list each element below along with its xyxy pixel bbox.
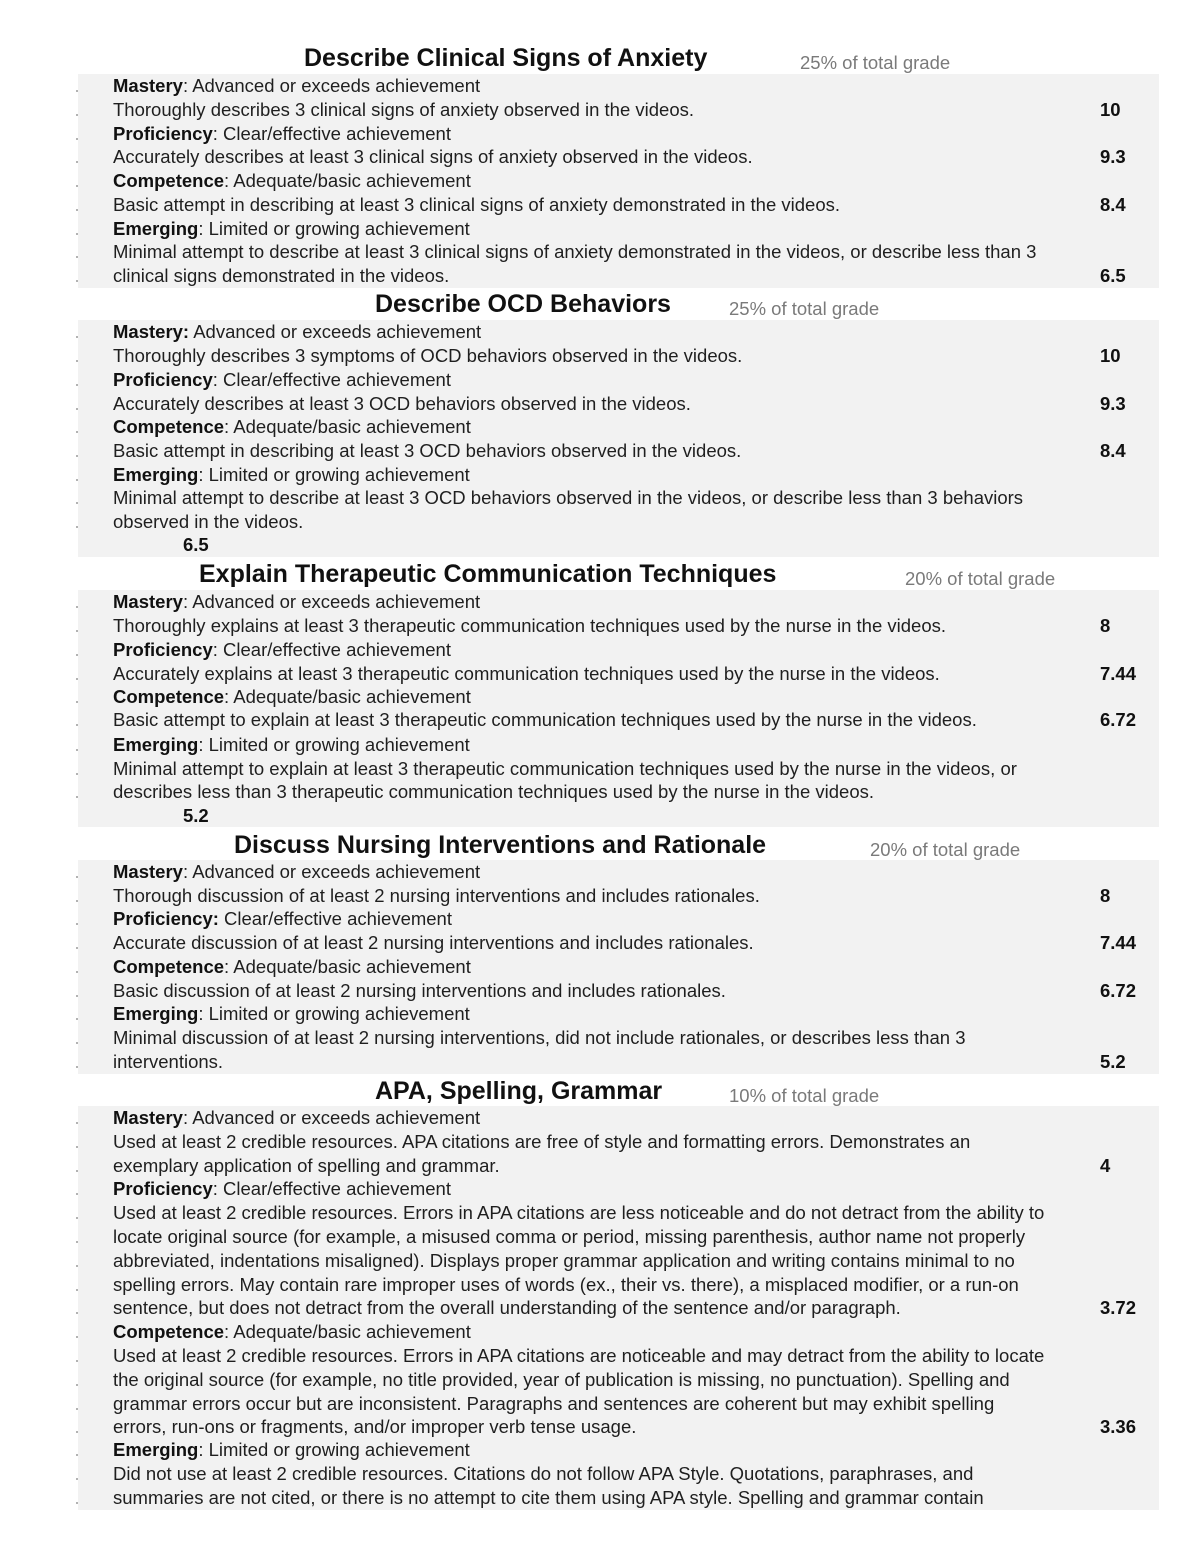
level-points: 7.44 bbox=[1100, 663, 1137, 684]
level-emerging-label bbox=[113, 1002, 470, 1026]
row-marker bbox=[76, 138, 78, 140]
level-criteria-text: Used at least 2 credible resources. APA citations are free of style and formatting errors. Demonstrates an bbox=[113, 1131, 971, 1152]
level-description: : Limited or growing achievement bbox=[198, 464, 470, 485]
level-description: : Adequate/basic achievement bbox=[224, 956, 471, 977]
level-criteria-text: the original source (for example, no title provided, year of publication is missing, no punctuation). Spelling and bbox=[113, 1369, 1010, 1390]
row-marker bbox=[76, 526, 78, 528]
row-marker bbox=[76, 1066, 78, 1068]
criterion-weight: 25% of total grade bbox=[800, 52, 951, 73]
row-marker bbox=[76, 900, 78, 902]
level-emerging-label bbox=[113, 1438, 470, 1462]
level-criteria-text: summaries are not cited, or there is no attempt to cite them using APA style. Spelling and grammar contain bbox=[113, 1487, 984, 1508]
level-name: Proficiency bbox=[113, 639, 213, 660]
level-name: Mastery bbox=[113, 1107, 183, 1128]
criterion-header bbox=[78, 290, 1159, 320]
level-mastery-label bbox=[113, 590, 480, 614]
row-marker bbox=[76, 502, 78, 504]
level-name: Competence bbox=[113, 416, 225, 437]
criterion-title: Discuss Nursing Interventions and Rationale bbox=[234, 831, 767, 859]
level-description: : Adequate/basic achievement bbox=[224, 1321, 471, 1342]
level-points: 5.2 bbox=[183, 805, 209, 826]
level-criteria-text: Accurately describes at least 3 OCD behaviors observed in the videos. bbox=[113, 393, 691, 414]
level-points: 8.4 bbox=[1100, 194, 1126, 215]
row-marker bbox=[76, 280, 78, 282]
level-description: : Limited or growing achievement bbox=[198, 218, 470, 239]
row-marker bbox=[76, 1431, 78, 1433]
level-competence-label bbox=[113, 685, 471, 709]
row-marker bbox=[76, 161, 78, 163]
level-mastery-label bbox=[113, 1106, 480, 1130]
level-description: : Adequate/basic achievement bbox=[224, 416, 471, 437]
level-criteria-text: Basic attempt to explain at least 3 therapeutic communication techniques used by the nurse in the videos. bbox=[113, 709, 977, 730]
level-name: Competence bbox=[113, 1321, 225, 1342]
row-marker bbox=[76, 256, 78, 258]
level-description: : Advanced or exceeds achievement bbox=[182, 1107, 481, 1128]
row-marker bbox=[76, 923, 78, 925]
row-marker bbox=[76, 1146, 78, 1148]
level-name: Proficiency bbox=[113, 369, 213, 390]
level-points: 4 bbox=[1100, 1155, 1111, 1176]
level-points: 10 bbox=[1100, 99, 1121, 120]
level-competence-label bbox=[113, 415, 471, 439]
level-criteria-text: Basic discussion of at least 2 nursing interventions and includes rationales. bbox=[113, 980, 726, 1001]
row-marker bbox=[76, 1502, 78, 1504]
level-emerging-label bbox=[113, 217, 470, 241]
level-proficiency-label bbox=[113, 638, 451, 662]
row-marker bbox=[76, 479, 78, 481]
criterion-title: Describe Clinical Signs of Anxiety bbox=[304, 44, 708, 72]
level-criteria-text: describes less than 3 therapeutic communication techniques used by the nurse in the videos. bbox=[113, 781, 875, 802]
level-points: 3.72 bbox=[1100, 1297, 1137, 1318]
level-criteria-text: sentence, but does not detract from the overall understanding of the sentence and/or paragraph. bbox=[113, 1297, 901, 1318]
level-description: : Clear/effective achievement bbox=[212, 639, 451, 660]
row-marker bbox=[76, 796, 78, 798]
row-marker bbox=[76, 1408, 78, 1410]
level-description: : Limited or growing achievement bbox=[198, 1439, 470, 1460]
row-marker bbox=[76, 630, 78, 632]
level-description: : Advanced or exceeds achievement bbox=[182, 861, 481, 882]
level-name: Mastery bbox=[113, 591, 183, 612]
level-description: : Advanced or exceeds achievement bbox=[182, 591, 481, 612]
level-criteria-text: Accurate discussion of at least 2 nursing interventions and includes rationales. bbox=[113, 932, 754, 953]
level-criteria-text: Thoroughly describes 3 clinical signs of anxiety observed in the videos. bbox=[113, 99, 695, 120]
row-marker bbox=[76, 1384, 78, 1386]
row-marker bbox=[76, 1265, 78, 1267]
row-marker bbox=[76, 185, 78, 187]
row-marker bbox=[76, 114, 78, 116]
level-name: Mastery bbox=[113, 75, 183, 96]
row-marker bbox=[76, 431, 78, 433]
level-name: Emerging bbox=[113, 218, 199, 239]
level-description: Clear/effective achievement bbox=[218, 908, 452, 929]
row-marker bbox=[76, 408, 78, 410]
criterion-header bbox=[78, 560, 1159, 590]
criterion-title: APA, Spelling, Grammar bbox=[375, 1077, 663, 1105]
row-marker bbox=[76, 336, 78, 338]
level-points: 10 bbox=[1100, 345, 1121, 366]
row-marker bbox=[76, 1478, 78, 1480]
level-criteria-text: Minimal attempt to describe at least 3 OCD behaviors observed in the videos, or describe less than 3 behaviors bbox=[113, 487, 1024, 508]
level-criteria-text: Thoroughly explains at least 3 therapeutic communication techniques used by the nurse in the videos. bbox=[113, 615, 946, 636]
row-marker bbox=[76, 749, 78, 751]
row-marker bbox=[76, 773, 78, 775]
level-name: Proficiency: bbox=[113, 908, 219, 929]
row-marker bbox=[76, 606, 78, 608]
row-marker bbox=[76, 384, 78, 386]
level-criteria-text: interventions. bbox=[113, 1051, 224, 1072]
level-points: 6.5 bbox=[1100, 265, 1126, 286]
level-criteria-text: exemplary application of spelling and grammar. bbox=[113, 1155, 500, 1176]
level-points: 9.3 bbox=[1100, 146, 1126, 167]
level-criteria-text: spelling errors. May contain rare improper uses of words (ex., their vs. there), a misplaced modifier, or a run-on bbox=[113, 1274, 1019, 1295]
criterion-title: Describe OCD Behaviors bbox=[375, 290, 671, 318]
level-points: 5.2 bbox=[1100, 1051, 1126, 1072]
row-marker bbox=[76, 701, 78, 703]
row-marker bbox=[76, 724, 78, 726]
level-mastery-label bbox=[113, 320, 481, 344]
level-description: : Clear/effective achievement bbox=[212, 1178, 451, 1199]
level-description: Advanced or exceeds achievement bbox=[189, 321, 482, 342]
row-marker bbox=[76, 1193, 78, 1195]
level-criteria-text: Thorough discussion of at least 2 nursing interventions and includes rationales. bbox=[113, 885, 760, 906]
level-name: Proficiency bbox=[113, 123, 213, 144]
row-marker bbox=[76, 209, 78, 211]
level-name: Emerging bbox=[113, 734, 199, 755]
row-marker bbox=[76, 233, 78, 235]
row-marker bbox=[76, 678, 78, 680]
level-criteria-text: Accurately describes at least 3 clinical signs of anxiety observed in the videos. bbox=[113, 146, 753, 167]
level-name: Competence bbox=[113, 956, 225, 977]
level-proficiency-label bbox=[113, 122, 451, 146]
level-criteria-text: observed in the videos. bbox=[113, 511, 304, 532]
level-points: 6.72 bbox=[1100, 980, 1137, 1001]
level-points: 6.72 bbox=[1100, 709, 1137, 730]
level-points: 7.44 bbox=[1100, 932, 1137, 953]
level-criteria-text: Minimal attempt to describe at least 3 clinical signs of anxiety demonstrated in the videos, or describe less than 3 bbox=[113, 241, 1037, 262]
level-competence-label bbox=[113, 1320, 471, 1344]
level-name: Mastery bbox=[113, 861, 183, 882]
row-marker bbox=[76, 1289, 78, 1291]
level-competence-label bbox=[113, 955, 471, 979]
level-criteria-text: grammar errors occur but are inconsistent. Paragraphs and sentences are coherent but may exhibit spelling bbox=[113, 1393, 995, 1414]
level-points: 6.5 bbox=[183, 534, 209, 555]
row-marker bbox=[76, 1241, 78, 1243]
row-marker bbox=[76, 1360, 78, 1362]
row-marker bbox=[76, 1336, 78, 1338]
row-marker bbox=[76, 995, 78, 997]
level-criteria-text: Thoroughly describes 3 symptoms of OCD behaviors observed in the videos. bbox=[113, 345, 743, 366]
level-description: : Adequate/basic achievement bbox=[224, 170, 471, 191]
row-marker bbox=[76, 971, 78, 973]
level-name: Emerging bbox=[113, 1003, 199, 1024]
level-mastery-label bbox=[113, 74, 480, 98]
level-proficiency-label bbox=[113, 907, 452, 931]
row-marker bbox=[76, 947, 78, 949]
row-marker bbox=[76, 1217, 78, 1219]
row-marker bbox=[76, 1122, 78, 1124]
row-marker bbox=[76, 90, 78, 92]
level-competence-label bbox=[113, 169, 471, 193]
level-description: : Adequate/basic achievement bbox=[224, 686, 471, 707]
criterion-weight: 25% of total grade bbox=[729, 298, 880, 319]
level-criteria-text: Used at least 2 credible resources. Errors in APA citations are noticeable and may detract from the ability to locate bbox=[113, 1345, 1045, 1366]
level-points: 9.3 bbox=[1100, 393, 1126, 414]
criterion-header bbox=[78, 44, 1159, 74]
level-description: : Limited or growing achievement bbox=[198, 1003, 470, 1024]
level-criteria-text: Did not use at least 2 credible resources. Citations do not follow APA Style. Quotations, paraphrases, and bbox=[113, 1463, 974, 1484]
level-criteria-text: Accurately explains at least 3 therapeutic communication techniques used by the nurse in the videos. bbox=[113, 663, 940, 684]
level-criteria-text: Minimal attempt to explain at least 3 therapeutic communication techniques used by the nurse in the videos, or bbox=[113, 758, 1017, 779]
level-criteria-text: Minimal discussion of at least 2 nursing interventions, did not include rationales, or describes less than 3 bbox=[113, 1027, 966, 1048]
level-description: : Advanced or exceeds achievement bbox=[182, 75, 481, 96]
level-criteria-text: Basic attempt in describing at least 3 OCD behaviors observed in the videos. bbox=[113, 440, 742, 461]
level-name: Competence bbox=[113, 686, 225, 707]
level-points: 3.36 bbox=[1100, 1416, 1137, 1437]
level-emerging-label bbox=[113, 463, 470, 487]
row-marker bbox=[76, 876, 78, 878]
level-description: : Clear/effective achievement bbox=[212, 369, 451, 390]
level-criteria-text: abbreviated, indentations misaligned). Displays proper grammar application and writing contains minimal to no bbox=[113, 1250, 1015, 1271]
row-marker bbox=[76, 455, 78, 457]
level-name: Proficiency bbox=[113, 1178, 213, 1199]
level-points: 8.4 bbox=[1100, 440, 1126, 461]
level-criteria-text: Basic attempt in describing at least 3 clinical signs of anxiety demonstrated in the videos. bbox=[113, 194, 841, 215]
row-marker bbox=[76, 360, 78, 362]
criterion-header bbox=[78, 1077, 1159, 1107]
criterion-weight: 20% of total grade bbox=[905, 568, 1056, 589]
level-proficiency-label bbox=[113, 368, 451, 392]
level-name: Emerging bbox=[113, 1439, 199, 1460]
level-criteria-text: clinical signs demonstrated in the videos. bbox=[113, 265, 450, 286]
level-name: Emerging bbox=[113, 464, 199, 485]
level-criteria-text: errors, run-ons or fragments, and/or improper verb tense usage. bbox=[113, 1416, 637, 1437]
row-marker bbox=[76, 1170, 78, 1172]
row-marker bbox=[76, 1454, 78, 1456]
level-criteria-text: Used at least 2 credible resources. Errors in APA citations are less noticeable and do not detract from the ability to bbox=[113, 1202, 1045, 1223]
level-emerging-label bbox=[113, 733, 470, 757]
level-description: : Limited or growing achievement bbox=[198, 734, 470, 755]
criterion-title: Explain Therapeutic Communication Techniques bbox=[199, 560, 777, 588]
row-marker bbox=[76, 1018, 78, 1020]
criterion-weight: 10% of total grade bbox=[729, 1085, 880, 1106]
level-criteria-text: locate original source (for example, a misused comma or period, missing parenthesis, author name not properly bbox=[113, 1226, 1026, 1247]
level-name: Competence bbox=[113, 170, 225, 191]
level-proficiency-label bbox=[113, 1177, 451, 1201]
level-points: 8 bbox=[1100, 615, 1111, 636]
row-marker bbox=[76, 1312, 78, 1314]
level-description: : Clear/effective achievement bbox=[212, 123, 451, 144]
row-marker bbox=[76, 1042, 78, 1044]
row-marker bbox=[76, 654, 78, 656]
criterion-weight: 20% of total grade bbox=[870, 839, 1021, 860]
level-name: Mastery: bbox=[113, 321, 190, 342]
level-mastery-label bbox=[113, 860, 480, 884]
level-points: 8 bbox=[1100, 885, 1111, 906]
criterion-header bbox=[78, 831, 1159, 861]
